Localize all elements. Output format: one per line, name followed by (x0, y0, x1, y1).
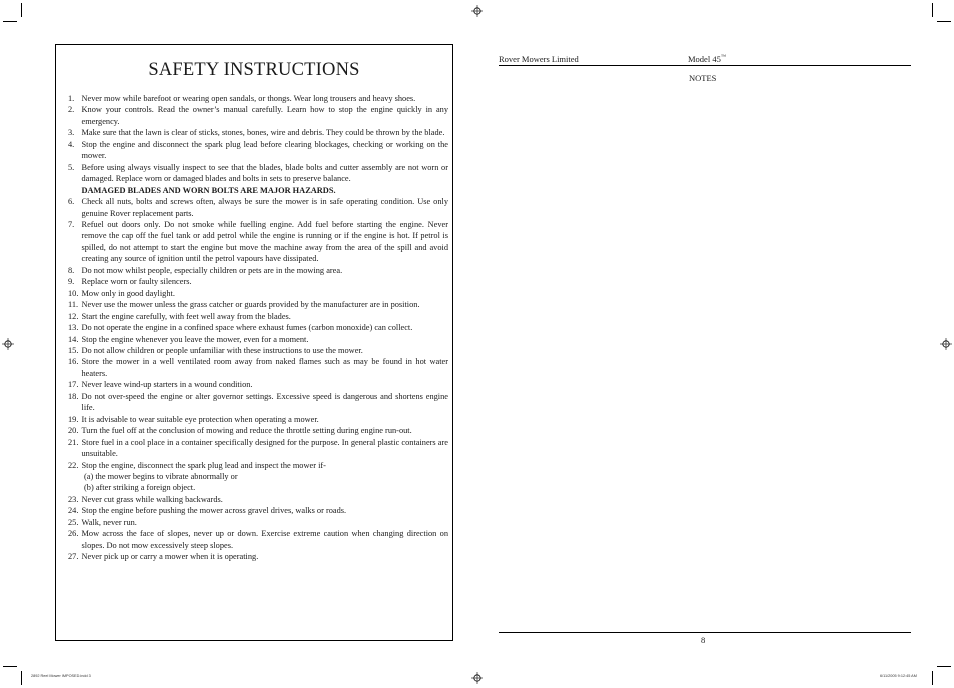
item-number: 26. (68, 529, 79, 539)
item-number: 3. (68, 128, 75, 138)
item-text: Store fuel in a cool place in a container specifically designed for the purpose. In general plastic containers are unsuitable. (81, 437, 448, 459)
list-item (68, 288, 448, 299)
list-item (68, 196, 448, 219)
model-name: Model 45 (688, 54, 721, 64)
item-text: Never mow while barefoot or wearing open sandals, or thongs. Wear long trousers and heavy shoes. (81, 94, 416, 103)
item-number: 13. (68, 323, 79, 333)
list-item (68, 299, 448, 310)
item-number: 15. (68, 345, 79, 355)
item-text: Check all nuts, bolts and screws often, always be sure the mower is in safe operating condition. Use only genuine Rover replacement parts. (81, 197, 448, 218)
item-number: 25. (68, 517, 79, 527)
item-text: Make sure that the lawn is clear of sticks, stones, bones, wire and debris. They could be thrown by the blade. (81, 128, 445, 138)
list-item (68, 219, 448, 265)
footer-rule (499, 632, 911, 633)
item-number: 2. (68, 105, 75, 115)
crop-mark-bottom-left-vertical (21, 671, 22, 685)
registration-mark-icon (471, 5, 483, 17)
list-item (68, 322, 448, 333)
item-text: Mow across the face of slopes, never up or down. Exercise extreme caution when changing direction on slopes. Do not mow excessively steep slopes. (81, 529, 448, 550)
item-number: 6. (68, 197, 75, 207)
list-item (68, 276, 448, 287)
item-text: Stop the engine and disconnect the spark plug lead before clearing blockages, checking or working on the mower. (81, 139, 448, 161)
slug-timestamp: 6/11/2005 9:12:45 AM (880, 674, 917, 678)
list-item (68, 391, 448, 414)
hazard-note: DAMAGED BLADES AND WORN BOLTS ARE MAJOR HAZARDS. (81, 185, 336, 195)
item-number: 16. (68, 357, 79, 367)
list-item (68, 104, 448, 127)
item-text: Stop the engine before pushing the mower across gravel drives, walks or roads. (81, 506, 347, 516)
list-item (68, 414, 448, 425)
item-number: 4. (68, 139, 75, 149)
trademark-mark: ™ (720, 55, 726, 60)
list-item (68, 425, 448, 436)
list-item (68, 551, 448, 562)
item-text: Never pick up or carry a mower when it is operating. (81, 552, 259, 562)
item-text: Stop the engine, disconnect the spark plug lead and inspect the mower if- (81, 460, 326, 470)
item-text: Replace worn or faulty silencers. (81, 277, 192, 287)
list-item (68, 528, 448, 551)
item-number: 23. (68, 494, 79, 504)
item-number: 7. (68, 219, 75, 229)
item-text: Do not mow whilst people, especially children or pets are in the mowing area. (81, 265, 343, 275)
list-item (68, 311, 448, 322)
list-item (68, 93, 448, 104)
item-number: 11. (68, 300, 79, 310)
list-item (68, 379, 448, 390)
sub-item: (b) after striking a foreign object. (84, 483, 196, 493)
item-number: 8. (68, 265, 75, 275)
item-number: 18. (68, 391, 79, 401)
item-number: 27. (68, 552, 79, 562)
list-item (68, 494, 448, 505)
item-number: 9. (68, 277, 75, 287)
list-item (68, 127, 448, 138)
item-text: Never cut grass while walking backwards. (81, 494, 223, 504)
item-text: Walk, never run. (81, 517, 137, 527)
list-item (68, 162, 448, 185)
safety-title: SAFETY INSTRUCTIONS (148, 60, 360, 80)
list-item (68, 265, 448, 276)
list-item (68, 139, 448, 162)
page-number: 8 (701, 635, 706, 645)
crop-mark-bottom-right-horizontal (937, 666, 951, 667)
item-number: 24. (68, 506, 79, 516)
item-text: Start the engine carefully, with feet well away from the blades. (81, 311, 291, 321)
list-item (68, 517, 448, 528)
item-text: Know your controls. Read the owner’s manual carefully. Learn how to stop the engine quickly in any emergency. (81, 105, 448, 126)
list-item (68, 356, 448, 379)
item-text: Do not operate the engine in a confined space where exhaust fumes (carbon monoxide) can collect. (81, 323, 413, 333)
item-text: Turn the fuel off at the conclusion of mowing and reduce the throttle setting during engine run-out. (81, 426, 412, 436)
list-item (68, 460, 448, 471)
item-text: Stop the engine whenever you leave the mower, even for a moment. (81, 334, 309, 344)
item-number: 5. (68, 162, 75, 172)
slug-file-name: 2892 Reel Mower IMPOSED.indd 3 (31, 674, 91, 678)
crop-mark-top-left-vertical (21, 3, 22, 17)
list-item (68, 345, 448, 356)
header-model (688, 54, 726, 64)
item-text: Mow only in good daylight. (81, 288, 175, 298)
item-text: Refuel out doors only. Do not smoke while fuelling engine. Add fuel before starting the engine. Never remove the cap off the fuel tank or add petrol while the engine is running or if the engine is hot. If petrol is spilled, do not attempt to start the engine but move the machine away from the area of the spill and avoid creating any source of ignition until the petrol vapours have dissipated. (81, 219, 448, 264)
item-number: 17. (68, 380, 79, 390)
registration-mark-icon (471, 672, 483, 684)
registration-mark-icon (940, 338, 952, 350)
safety-instructions-box (55, 44, 453, 641)
crop-mark-top-left-horizontal (3, 21, 17, 22)
item-number: 22. (68, 460, 79, 470)
item-number: 10. (68, 288, 79, 298)
item-text: It is advisable to wear suitable eye protection when operating a mower. (81, 414, 319, 424)
item-number: 21. (68, 437, 79, 447)
list-item (68, 505, 448, 516)
list-item (68, 334, 448, 345)
notes-label: NOTES (689, 73, 717, 83)
item-text: Before using always visually inspect to see that the blades, blade bolts and cutter assembly are not worn or damaged. Replace worn or damaged blades and bolts in sets to preserve balance. (81, 162, 448, 184)
item-number: 14. (68, 334, 79, 344)
crop-mark-bottom-left-horizontal (3, 666, 17, 667)
item-number: 1. (68, 94, 75, 103)
item-number: 19. (68, 414, 79, 424)
list-item (68, 437, 448, 460)
sub-item: (a) the mower begins to vibrate abnormally or (84, 471, 238, 481)
item-text: Never leave wind-up starters in a wound condition. (81, 380, 253, 390)
item-text: Do not allow children or people unfamiliar with these instructions to use the mower. (81, 345, 363, 355)
safety-list (68, 93, 448, 563)
item-text: Do not over-speed the engine or alter governor settings. Excessive speed is dangerous and shortens engine life. (81, 391, 448, 413)
header-company: Rover Mowers Limited (499, 54, 579, 64)
item-text: Never use the mower unless the grass catcher or guards provided by the manufacturer are in position. (81, 300, 420, 310)
crop-mark-top-right-vertical (932, 3, 933, 17)
item-text: Store the mower in a well ventilated room away from naked flames such as may be found in hot water heaters. (81, 357, 448, 378)
crop-mark-bottom-right-vertical (932, 671, 933, 685)
item-number: 20. (68, 426, 79, 436)
crop-mark-top-right-horizontal (937, 21, 951, 22)
item-number: 12. (68, 311, 79, 321)
header-rule (499, 65, 911, 66)
registration-mark-icon (2, 338, 14, 350)
